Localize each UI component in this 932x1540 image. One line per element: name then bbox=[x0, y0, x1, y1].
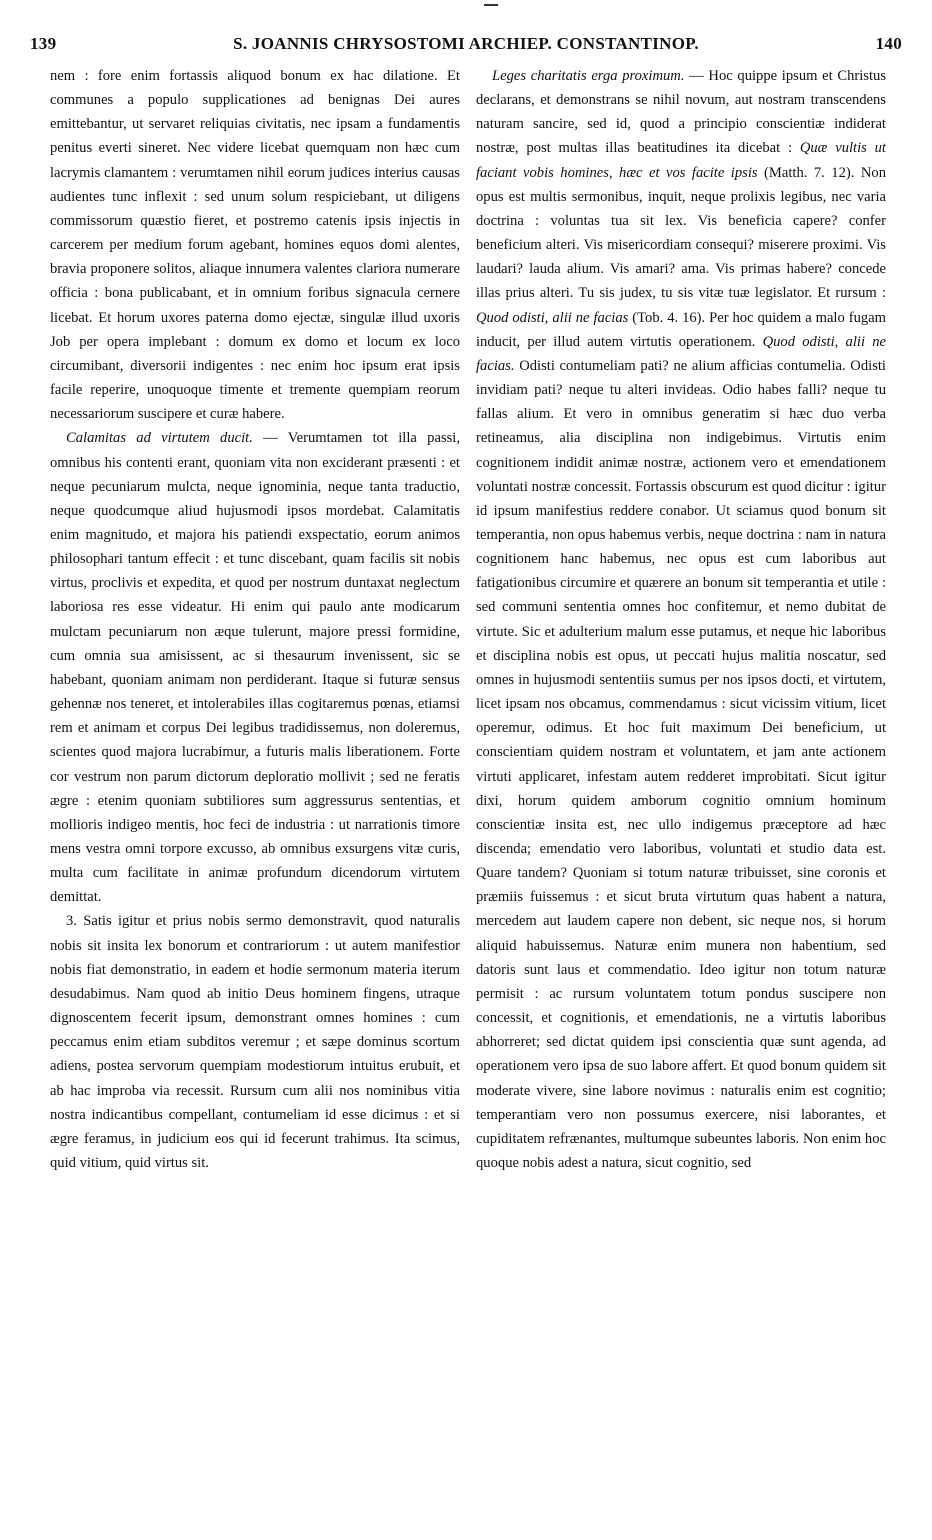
right-text-c: (Tob. 4. 16). Per hoc quidem a malo fugam inducit, per illud autem virtutis operationem. bbox=[476, 309, 886, 350]
running-header bbox=[30, 34, 902, 56]
top-mark bbox=[484, 4, 498, 6]
right-text-b: (Matth. 7. 12). Non opus est multis sermonibus, inquit, neque prolixis legibus, nec varia doctrina : voluntas tua sit lex. Vis beneficia capere? confer beneficium alteri. Vis misericordiam consequi? miserere proximi. Vis laudari? lauda alium. Vis amari? ama. Vis primas habere? concede illas prius alteri. Tu sis judex, tu sis vitæ tuæ legislator. Et rursum : bbox=[476, 164, 886, 302]
right-column bbox=[476, 64, 886, 1534]
scripture-quote: Quod odisti, alii ne facias bbox=[476, 309, 629, 326]
scripture-quote: Quæ vultis ut faciant vobis homines, hæc et vos facite ipsis bbox=[476, 140, 886, 181]
side-heading: Calamitas ad virtutem ducit. bbox=[66, 430, 253, 447]
scripture-quote: Quod odisti, alii ne facias. bbox=[476, 333, 886, 374]
left-column bbox=[50, 64, 460, 1534]
page-number-right: 140 bbox=[875, 34, 902, 53]
running-title: S. JOANNIS CHRYSOSTOMI ARCHIEP. CONSTANTINOP. bbox=[233, 34, 699, 53]
right-text-d: Odisti contumeliam pati? ne alium afficias contumelia. Odisti invidiam pati? neque tu alteri invideas. Odio habes falli? neque tu fallas alium. Et vero in omnibus generatim si hæc duo verba retineamus, alia disciplina non indigebimus. Virtutis enim cognitionem indidit animæ nostræ, actionem vero et emendationem voluntati nostræ concessit. Fortassis obscurum est quod dicitur : igitur id ipsum manifestius reddere conabor. Ut sciamus quod bonum sit temperantia, non opus habemus verbis, neque doctrina : nam in natura cognitionem hanc habemus, nec opus est cum laboribus aut fatigationibus circumire et quærere an bonum sit temperantia et utile : sed communi sententia omnes hoc confitemur, et nemo dubitat de virtute. Sic et adulterium malum esse putamus, et neque hic laboribus et disciplina nobis est opus, ut peccati hujus malitia noscatur, sed omnes in hujusmodi sententiis sumus per nos ipsos docti, et virtutem, licet ipsam nos obcamus, commendamus : sicut vicissim vitium, licet operemur, odimus. Et hoc fuit maximum Dei beneficium, ut conscientiam quidem nostram et voluntatem, et jam ante actionem virtuti applicaret, infestam autem redderet improbitati. Sicut igitur dixi, horum quidem amborum cognitio omnium hominum conscientiæ insita est, nec ullo indigemus præceptore ad hæc discenda; emendatio vero laboribus, voluntati et studio data est. Quare tandem? Quoniam si totum naturæ tribuisset, sine coronis et præmiis fuissemus : et sicut bruta virtutum quas habent a natura, mercedem aut laudem capere non debent, sic neque nos, si horum aliquid habuissemus. Naturæ enim munera non habentium, sed datoris sunt laus et commendatio. Ideo igitur non totum naturæ permisit : ac rursum voluntatem totum pondus suscipere non concessit, et cognitionis, et emendationis, ne a virtutis laboribus abhorreret; sed dictat quidem ipsi conscientia quæ sunt agenda, ad operationem vero ipsa de suo labore affert. Et quod bonum quidem sit moderate vivere, sine labore novimus : naturalis enim est cognitio; temperantiam vero non possumus exercere, nisi laborantes, et cupiditatem refrænantes, multumque subeuntes laboris. Non enim hoc quoque nobis adest a natura, sicut cognitio, sed bbox=[476, 357, 886, 1172]
side-heading: Leges charitatis erga proximum. bbox=[492, 68, 685, 84]
right-text-a: — Hoc quippe ipsum et Christus declarans, et demonstrans se nihil novum, aut nostram transcendens naturam sancire, sed id, quod a principio conscientiæ indiderat nostræ, post multas illas beatitudines ita dicebat : bbox=[476, 68, 886, 157]
left-paragraph-2-text: — Verumtamen tot illa passi, omnibus his contenti erant, quoniam vita non exciderant præsenti : et neque pecuniarum mulcta, neque ignominia, neque tanta traductio, neque quodcumque aliud hujusmodi ipsos mordebat. Calamitatis enim magnitudo, et majora his patiendi exspectatio, eorum animos philosophari tantum effecit : et tunc discebant, quam facilis sit nobis virtus, proclivis et expedita, et quod per nostrum duntaxat neglectum laboriosa res esse videatur. Hi enim qui paulo ante modicarum mulctam pecuniarum non æque tulerunt, majore pressi formidine, cum omnia sua amisissent, ac si thesaurum invenissent, sic se habebant, quoniam animam non perdiderant. Itaque si futuræ sensus gehennæ nos teneret, et intolerabiles illas cogitaremus pœnas, etiamsi rem et animam et corpus Dei legibus tradidissemus, non doleremus, scientes quod majora lucrabimur, a futuris malis liberationem. Forte cor vestrum non parum dictorum deploratio mollivit ; sed ne feratis ægre : etenim quoniam subtiliores sum aggressurus sententias, et mollioris indigeo mentis, hoc feci de industria : ut narrationis timore mens vestra omni torpore excusso, ab omnibus exsurgens vitæ curis, multa cum facilitate in animæ profundum dicendorum virtutem demittat. bbox=[50, 430, 460, 906]
left-paragraph-2 bbox=[50, 426, 460, 909]
right-paragraph-1 bbox=[476, 64, 886, 1175]
left-paragraph-3: 3. Satis igitur et prius nobis sermo demonstravit, quod naturalis nobis sit insita lex bonorum et contrariorum : ut autem manifestior nobis fiat demonstratio, in eadem et hodie sermonum materia iterum desudabimus. Nam quod ab initio Deus hominem fingens, utraque dignoscentem fecerit ipsum, demonstrant omnes homines : cum peccamus enim etiam subditos veremur ; et sæpe dominus scortum adiens, postea servorum quempiam modestiorum intuitus erubuit, et ab hac improba via recessit. Rursum cum alii nos nominibus vitia nostra indicantibus compellant, contumeliam id esse dicimus : et si ægre feramus, in judicium eos qui id fecerunt trahimus. Ita scimus, quid vitium, quid virtus sit. bbox=[50, 913, 460, 1172]
page-number-left: 139 bbox=[30, 34, 57, 53]
left-paragraph-1: nem : fore enim fortassis aliquod bonum ex hac dilatione. Et communes a populo supplicationes ad benignas Dei aures emittebantur, ut servaret reliquias civitatis, nec ipsam a fundamentis penitus everti sineret. Nec videre licebat quemquam non hæc cum lacrymis clamantem : verumtamen nihil eorum judices interius causas audientes tunc inflexit : sed unum solum respiciebant, ut diligens commissorum quæstio fieret, et postremo catenis ipsis injectis in carcerem per medium forum agebant, homines equos domi alentes, bravia proponere solitos, aliaque innumera valentes clariora numerare officia : bona publicabant, et in omnium foribus signacula cernere licebat. Et horum uxores paterna domo ejectæ, singulæ illud uxoris Job per opera implebant : domum ex domo et locum ex loco circumibant, diversorii indigentes : nec enim hoc ipsum erat ipsis facile reperire, unoquoque timente et tremente quempiam reorum necessariorum suscipere et curæ habere. bbox=[50, 68, 460, 423]
